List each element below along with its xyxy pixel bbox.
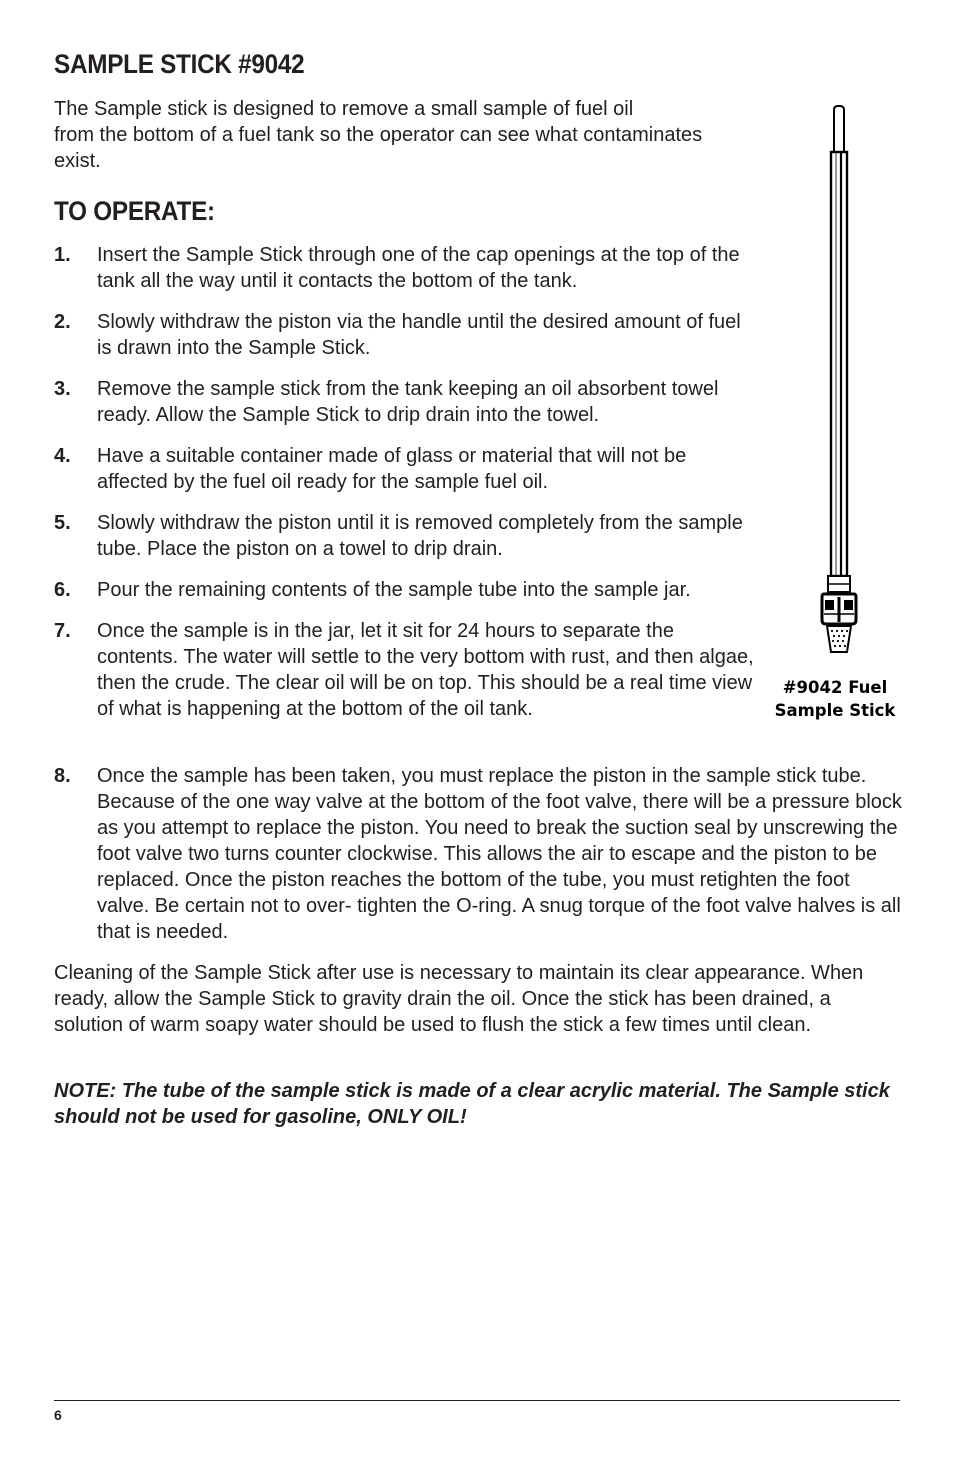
step-text: Have a suitable container made of glass or material that will not be affected by the fuel oil ready for the sample fuel oil. — [97, 445, 687, 493]
step-item — [54, 376, 754, 428]
step-text: Slowly withdraw the piston until it is removed completely from the sample tube. Place the piston on a towel to drip drain. — [97, 512, 743, 560]
figure-caption-line: Sample Stick — [774, 701, 896, 720]
steps-list-continued — [54, 763, 904, 960]
step-item — [54, 577, 754, 603]
step-item — [54, 443, 754, 495]
step-item — [54, 309, 754, 361]
step-text: Once the sample is in the jar, let it sit for 24 hours to separate the contents. The water will settle to the very bottom with rust, and then algae, then the crude. The clear oil will be on top. This should be a real time view of what is happening at the bottom of the oil tank. — [97, 620, 754, 720]
intro-paragraph — [54, 96, 764, 174]
note-paragraph: NOTE: The tube of the sample stick is made of a clear acrylic material. The Sample stick should not be used for gasoline, ONLY OIL! — [54, 1080, 890, 1128]
step-text: Once the sample has been taken, you must replace the piston in the sample stick tube. Because of the one way valve at the bottom of the foot valve, there will be a pressure block as you attempt to replace the piston. You need to break the suction seal by unscrewing the foot valve two turns counter clockwise. This allows the air to escape and the piston to be replaced. Once the piston reaches the bottom of the tube, you must retighten the foot valve. Be certain not to over- tighten the O-ring. A snug torque of the foot valve halves is all that is needed. — [97, 765, 902, 943]
step-number: 6. — [54, 579, 71, 601]
step-number: 3. — [54, 378, 71, 400]
footer-divider — [54, 1400, 900, 1401]
step-text: Insert the Sample Stick through one of the cap openings at the top of the tank all the way until it contacts the bottom of the tank. — [97, 244, 740, 292]
step-number: 4. — [54, 445, 71, 467]
step-number: 8. — [54, 765, 71, 787]
operate-heading: TO OPERATE: — [54, 196, 215, 226]
steps-list — [54, 242, 754, 737]
step-text: Pour the remaining contents of the sample tube into the sample jar. — [97, 579, 691, 601]
intro-line: exist. — [54, 150, 101, 172]
intro-line: The Sample stick is designed to remove a small sample of fuel oil — [54, 98, 634, 120]
step-text: Slowly withdraw the piston via the handle until the desired amount of fuel is drawn into the Sample Stick. — [97, 311, 741, 359]
page-number: 6 — [54, 1407, 62, 1423]
step-number: 2. — [54, 311, 71, 333]
step-text: Remove the sample stick from the tank keeping an oil absorbent towel ready. Allow the Sample Stick to drip drain into the towel. — [97, 378, 719, 426]
step-number: 1. — [54, 244, 71, 266]
intro-line: from the bottom of a fuel tank so the operator can see what contaminates — [54, 124, 703, 146]
figure-caption — [764, 676, 906, 722]
step-item — [54, 763, 904, 945]
cleaning-paragraph: Cleaning of the Sample Stick after use is necessary to maintain its clear appearance. When ready, allow the Sample Stick to gravity drain the oil. Once the stick has been drained, a solution of warm soapy water should be used to flush the stick a few times until clean. — [54, 962, 864, 1036]
step-item — [54, 242, 754, 294]
sample-stick-illustration — [800, 100, 880, 660]
page-title: SAMPLE STICK #9042 — [54, 49, 305, 79]
step-number: 5. — [54, 512, 71, 534]
step-number: 7. — [54, 620, 71, 642]
step-item — [54, 510, 754, 562]
step-item — [54, 618, 754, 722]
figure-caption-line: #9042 Fuel — [782, 678, 888, 697]
